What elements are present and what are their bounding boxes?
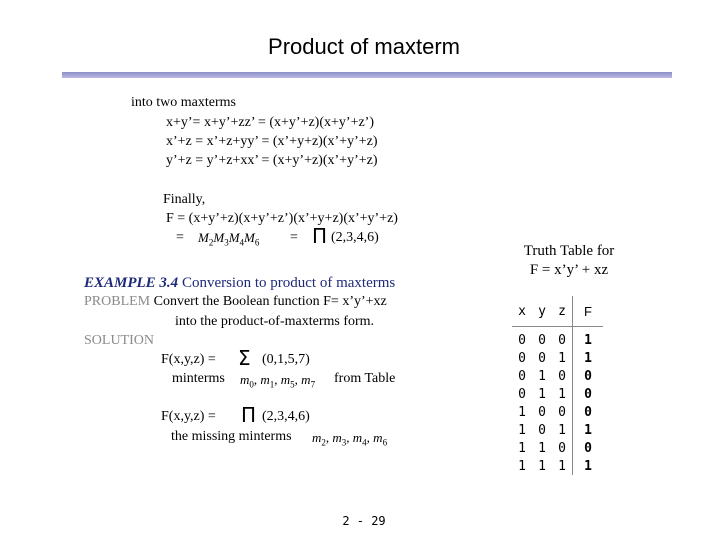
prod-prefix: F(x,y,z) =: [161, 409, 216, 424]
table-row: [512, 403, 603, 421]
cell-input: 0: [518, 332, 526, 348]
cell-input: 0: [518, 350, 526, 366]
cell-input: 1: [558, 422, 566, 438]
cell-input: 0: [558, 440, 566, 456]
header-y: y: [532, 296, 552, 327]
intro-line: into two maxterms: [131, 95, 236, 110]
cell-input: 1: [558, 386, 566, 402]
truth-table-caption: Truth Table for F = x’y’ + xz: [523, 243, 615, 278]
from-table-text: from Table: [334, 371, 396, 386]
table-row: [512, 367, 603, 385]
cell-f: 0: [573, 367, 604, 385]
product-symbol-2: Π: [241, 403, 257, 427]
problem-line-2: into the product-of-maxterms form.: [175, 314, 375, 329]
problem-line: PROBLEM Convert the Boolean function F= x’y’+xz: [84, 294, 387, 309]
cell-f: 1: [573, 349, 604, 367]
minterm-list: $m_0$, $m_1$, $m_5$, $m_7$: [240, 372, 316, 390]
cell-input: 0: [558, 404, 566, 420]
cell-input: 0: [518, 386, 526, 402]
header-z: z: [552, 296, 573, 327]
cell-input: 0: [518, 368, 526, 384]
final-equals-2: =: [290, 230, 298, 245]
cell-input: 1: [538, 386, 546, 402]
cell-input: 1: [518, 422, 526, 438]
finally-label: Finally,: [163, 192, 206, 207]
cell-input: 1: [538, 440, 546, 456]
cell-f: 0: [573, 439, 604, 457]
cell-f: 1: [573, 327, 604, 350]
cell-input: 0: [538, 404, 546, 420]
cell-input: 1: [518, 440, 526, 456]
minterms-label: minterms: [172, 371, 225, 386]
example-heading: EXAMPLE 3.4 Conversion to product of maxterms: [84, 275, 396, 291]
final-expression: F = (x+y’+z)(x+y’+z’)(x’+y+z)(x’+y’+z): [166, 211, 398, 226]
missing-minterms-label: the missing minterms: [171, 429, 292, 444]
prod-index-list: (2,3,4,6): [262, 409, 310, 424]
table-row: [512, 439, 603, 457]
header-f: F: [573, 296, 604, 327]
cell-input: 0: [558, 332, 566, 348]
cell-input: 0: [558, 368, 566, 384]
truth-table: [512, 296, 603, 475]
cell-input: 0: [538, 350, 546, 366]
truth-table-header-row: [512, 296, 603, 327]
cell-f: 1: [573, 457, 604, 475]
maxterm-product: $M_2M_3M_4M_6$: [198, 230, 260, 248]
sum-symbol: Σ: [238, 346, 251, 370]
cell-f: 0: [573, 385, 604, 403]
derivation-line-2: x’+z = x’+z+yy’ = (x’+y+z)(x’+y’+z): [166, 134, 378, 149]
truth-table-body: [512, 327, 603, 476]
sum-index-list: (0,1,5,7): [262, 352, 310, 367]
cell-input: 0: [538, 332, 546, 348]
table-row: [512, 349, 603, 367]
table-row: [512, 457, 603, 475]
derivation-line-3: y’+z = y’+z+xx’ = (x+y’+z)(x’+y’+z): [166, 153, 378, 168]
table-row: [512, 421, 603, 439]
table-row: [512, 385, 603, 403]
final-index-list: (2,3,4,6): [331, 230, 379, 245]
final-equals: =: [176, 230, 184, 245]
cell-input: 1: [538, 368, 546, 384]
header-x: x: [512, 296, 532, 327]
slide-title: Product of maxterm: [268, 34, 460, 59]
product-symbol: Π: [312, 224, 328, 248]
cell-input: 1: [518, 404, 526, 420]
cell-input: 1: [518, 458, 526, 474]
cell-input: 1: [558, 458, 566, 474]
page-number: 2 - 29: [342, 514, 386, 528]
solution-label: SOLUTION: [84, 333, 154, 348]
sum-prefix: F(x,y,z) =: [161, 352, 216, 367]
table-row: [512, 327, 603, 350]
cell-f: 0: [573, 403, 604, 421]
cell-f: 1: [573, 421, 604, 439]
cell-input: 1: [558, 350, 566, 366]
title-underline: [62, 72, 672, 78]
derivation-line-1: x+y’= x+y’+zz’ = (x+y’+z)(x+y’+z’): [166, 115, 374, 130]
problem-label: PROBLEM: [84, 294, 151, 309]
missing-minterm-list: $m_2$, $m_3$, $m_4$, $m_6$: [312, 430, 388, 448]
cell-input: 1: [538, 458, 546, 474]
cell-input: 0: [538, 422, 546, 438]
